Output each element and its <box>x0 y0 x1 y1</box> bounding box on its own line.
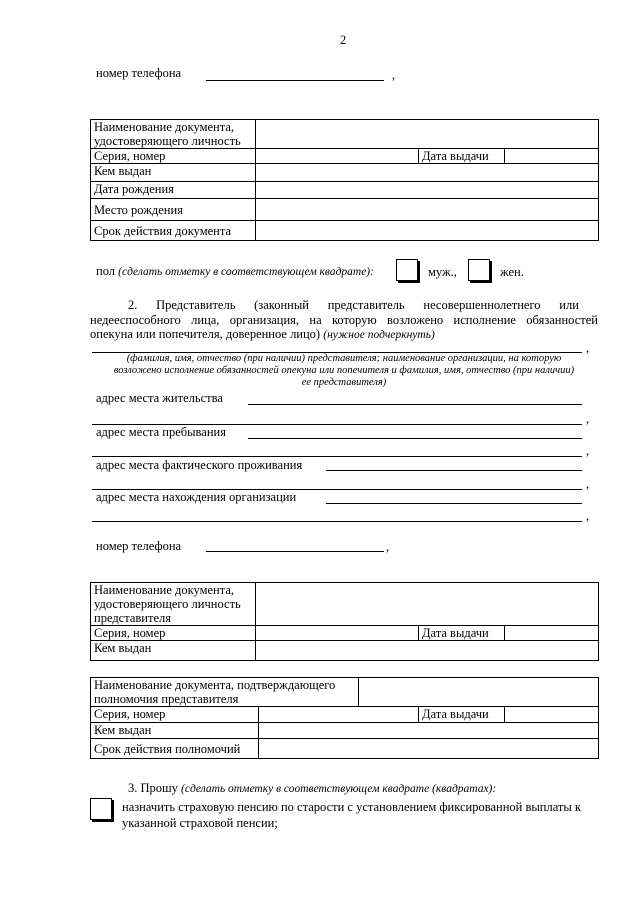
addr-org-field-2[interactable] <box>92 521 582 522</box>
rep-series-number-field[interactable] <box>256 626 419 641</box>
page-number: 2 <box>340 33 347 47</box>
birth-date-label: Дата рождения <box>91 182 256 199</box>
authority-issued-by-label: Кем выдан <box>91 723 259 739</box>
authority-issue-date-field[interactable] <box>505 707 599 723</box>
authority-table <box>90 677 599 759</box>
caption-line3: ее представителя) <box>301 377 387 388</box>
authority-validity-field[interactable] <box>259 739 599 759</box>
gender-male-label: муж., <box>428 265 457 279</box>
addr-residence-field[interactable] <box>248 404 582 405</box>
gender-row <box>96 264 374 279</box>
section2-line1: 2. Представитель (законный представитель несовершеннолетнего или <box>128 298 579 312</box>
birth-place-field[interactable] <box>256 199 599 221</box>
validity-label: Срок действия документа <box>91 221 256 241</box>
issued-by-label: Кем выдан <box>91 164 256 182</box>
addr-actual-label: адрес места фактического проживания <box>96 458 303 472</box>
representative-name-comma: , <box>586 341 590 355</box>
section2-line2: недееспособного лица, организация, на которую возложено исполнение обязанностей <box>90 313 598 327</box>
gender-note: (сделать отметку в соответствующем квадрате): <box>118 266 374 278</box>
addr-stay-field-2[interactable] <box>92 456 582 457</box>
gender-male-checkbox[interactable] <box>396 259 418 281</box>
section3-lead: 3. Прошу <box>128 781 178 795</box>
caption-line2: возложено исполнение обязанностей опекуна или попечителя и фамилия, имя, отчество (при наличии) <box>113 365 575 376</box>
rep-issue-date-field[interactable] <box>505 626 599 641</box>
caption-line1: (фамилия, имя, отчество (при наличии) представителя; наименование организации, на которую <box>126 353 562 364</box>
gender-female-label: жен. <box>500 265 524 279</box>
gender-label: пол <box>96 264 116 278</box>
applicant-phone-label: номер телефона <box>96 66 182 80</box>
addr-actual-comma: , <box>586 477 590 491</box>
rep-issued-by-label: Кем выдан <box>91 641 256 661</box>
rep-issue-date-label: Дата выдачи <box>419 626 505 641</box>
issue-date-field[interactable] <box>505 149 599 164</box>
option1-line2: указанной страховой пенсии; <box>122 816 278 830</box>
section3-heading <box>128 781 496 796</box>
rep-phone-comma: , <box>386 540 390 554</box>
section2-underline-note: (нужное подчеркнуть) <box>323 329 435 341</box>
validity-field[interactable] <box>256 221 599 241</box>
addr-org-comma: , <box>586 509 590 523</box>
authority-issue-date-label: Дата выдачи <box>419 707 505 723</box>
applicant-phone-field[interactable] <box>206 80 384 81</box>
section3-note: (сделать отметку в соответствующем квадрате (квадратах): <box>181 783 497 795</box>
applicant-id-table <box>90 119 599 241</box>
addr-residence-label: адрес места жительства <box>96 391 223 405</box>
representative-caption <box>90 353 598 389</box>
birth-place-label: Место рождения <box>91 199 256 221</box>
authority-doc-name-label: Наименование документа, подтверждающего полномочия представителя <box>91 678 359 707</box>
doc-name-label: Наименование документа, удостоверяющего личность <box>91 120 256 149</box>
addr-actual-field[interactable] <box>326 470 582 471</box>
section2-line3-text: опекуна или попечителя, доверенное лицо) <box>90 327 321 341</box>
authority-series-number-field[interactable] <box>259 707 419 723</box>
applicant-phone-comma: , <box>392 68 396 82</box>
addr-stay-label: адрес места пребывания <box>96 425 226 439</box>
gender-female-checkbox[interactable] <box>468 259 490 281</box>
authority-series-number-label: Серия, номер <box>91 707 259 723</box>
doc-name-field[interactable] <box>256 120 599 149</box>
rep-doc-name-label: Наименование документа, удостоверяющего личность представителя <box>91 583 256 626</box>
rep-series-number-label: Серия, номер <box>91 626 256 641</box>
birth-date-field[interactable] <box>256 182 599 199</box>
addr-residence-comma: , <box>586 412 590 426</box>
rep-id-table <box>90 582 599 661</box>
issue-date-label: Дата выдачи <box>419 149 505 164</box>
addr-stay-field[interactable] <box>248 438 582 439</box>
authority-validity-label: Срок действия полномочий <box>91 739 259 759</box>
option1-text <box>122 799 581 831</box>
section2-line3 <box>90 327 435 342</box>
series-number-field[interactable] <box>256 149 419 164</box>
rep-doc-name-field[interactable] <box>256 583 599 626</box>
rep-phone-label: номер телефона <box>96 539 182 553</box>
rep-phone-field[interactable] <box>206 551 384 552</box>
option1-line1: назначить страховую пенсию по старости с установлением фиксированной выплаты к <box>122 800 581 814</box>
option1-checkbox[interactable] <box>90 798 112 820</box>
series-number-label: Серия, номер <box>91 149 256 164</box>
addr-org-label: адрес места нахождения организации <box>96 490 297 504</box>
addr-stay-comma: , <box>586 444 590 458</box>
rep-issued-by-field[interactable] <box>256 641 599 661</box>
addr-org-field[interactable] <box>326 503 582 504</box>
authority-doc-name-field[interactable] <box>359 678 599 707</box>
issued-by-field[interactable] <box>256 164 599 182</box>
authority-issued-by-field[interactable] <box>259 723 599 739</box>
